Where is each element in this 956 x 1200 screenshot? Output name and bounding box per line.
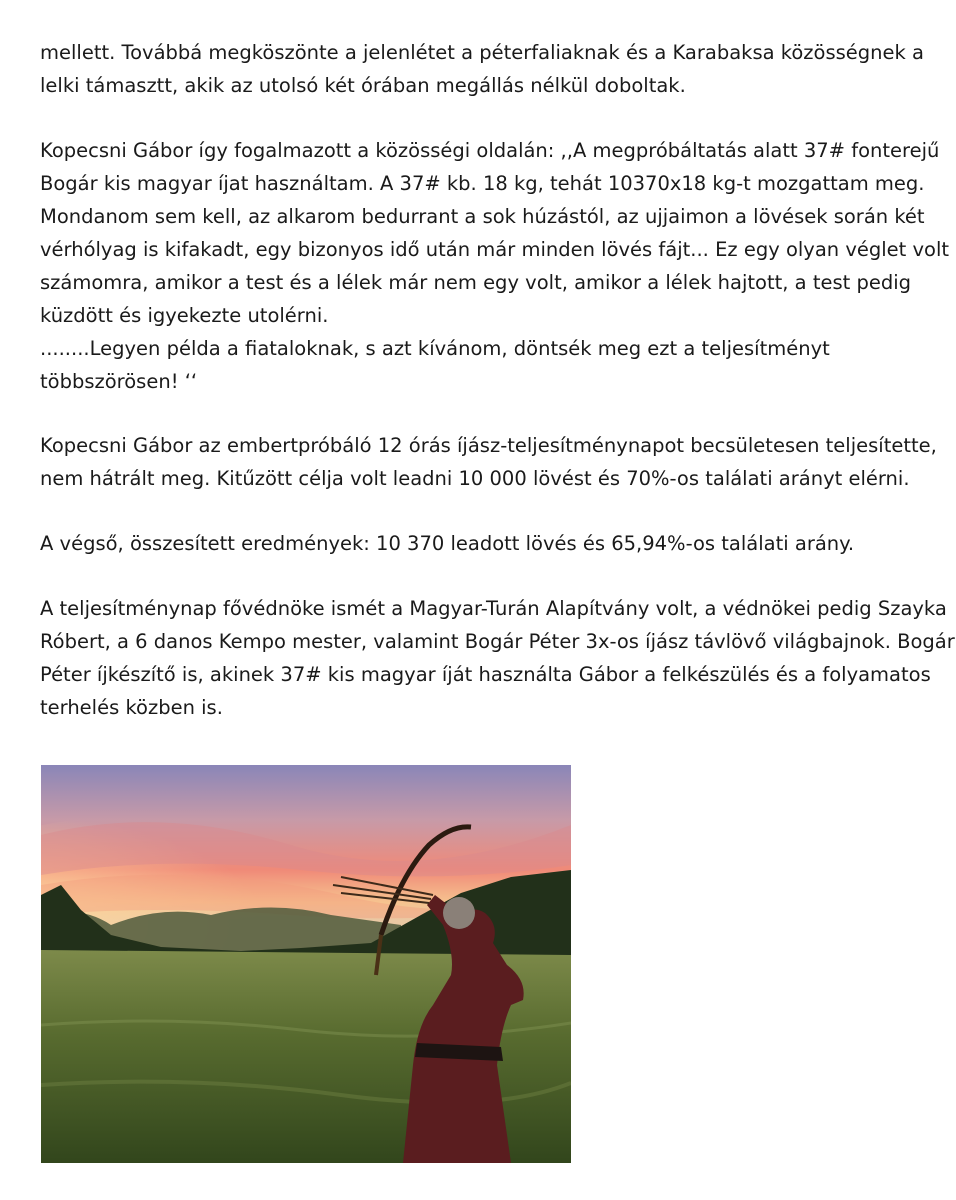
archer-photo xyxy=(41,765,571,1163)
paragraph-thanks xyxy=(40,36,940,102)
text-line: lelki támasztt, akik az utolsó két órában megállás nélkül doboltak. xyxy=(40,74,686,97)
text-line: Bogár kis magyar íjat használtam. A 37# kb. 18 kg, tehát 10370x18 kg-t mozgattam meg. xyxy=(40,172,925,195)
text-line: számomra, amikor a test és a lélek már nem egy volt, amikor a lélek hajtott, a test pedig xyxy=(40,271,912,294)
paragraph-patrons xyxy=(40,592,955,724)
text-line: mellett. Továbbá megköszönte a jelenlétet a péterfaliaknak és a Karabaksa közösségnek a xyxy=(40,41,924,64)
text-line: Kopecsni Gábor így fogalmazott a közösségi oldalán: ,,A megpróbáltatás alatt 37# fonterejű xyxy=(40,139,940,162)
paragraph-quote xyxy=(40,134,950,398)
text-line: A végső, összesített eredmények: 10 370 leadott lövés és 65,94%-os találati arány. xyxy=(40,532,855,555)
text-line: küzdött és igyekezte utolérni. xyxy=(40,304,329,327)
text-line: A teljesítménynap fővédnöke ismét a Magyar-Turán Alapítvány volt, a védnökei pedig Szayka xyxy=(40,597,947,620)
paragraph-results xyxy=(40,527,940,560)
paragraph-goal xyxy=(40,429,940,495)
text-line: Mondanom sem kell, az alkarom bedurrant a sok húzástól, az ujjaimon a lövések során két xyxy=(40,205,925,228)
text-line: ........Legyen példa a fiataloknak, s azt kívánom, döntsék meg ezt a teljesítményt xyxy=(40,337,830,360)
text-line: Róbert, a 6 danos Kempo mester, valamint Bogár Péter 3x-os íjász távlövő világbajnok. Bogár xyxy=(40,630,955,653)
text-line: terhelés közben is. xyxy=(40,696,223,719)
text-line: vérhólyag is kifakadt, egy bizonyos idő után már minden lövés fájt... Ez egy olyan véglet volt xyxy=(40,238,950,261)
text-line: Kopecsni Gábor az embertpróbáló 12 órás íjász-teljesítménynapot becsületesen teljesítette, xyxy=(40,434,937,457)
text-line: Péter íjkészítő is, akinek 37# kis magyar íját használta Gábor a felkészülés és a folyamatos xyxy=(40,663,931,686)
text-line: többszörösen! ‘‘ xyxy=(40,370,198,393)
text-line: nem hátrált meg. Kitűzött célja volt leadni 10 000 lövést és 70%-os találati arányt elérni. xyxy=(40,467,910,490)
